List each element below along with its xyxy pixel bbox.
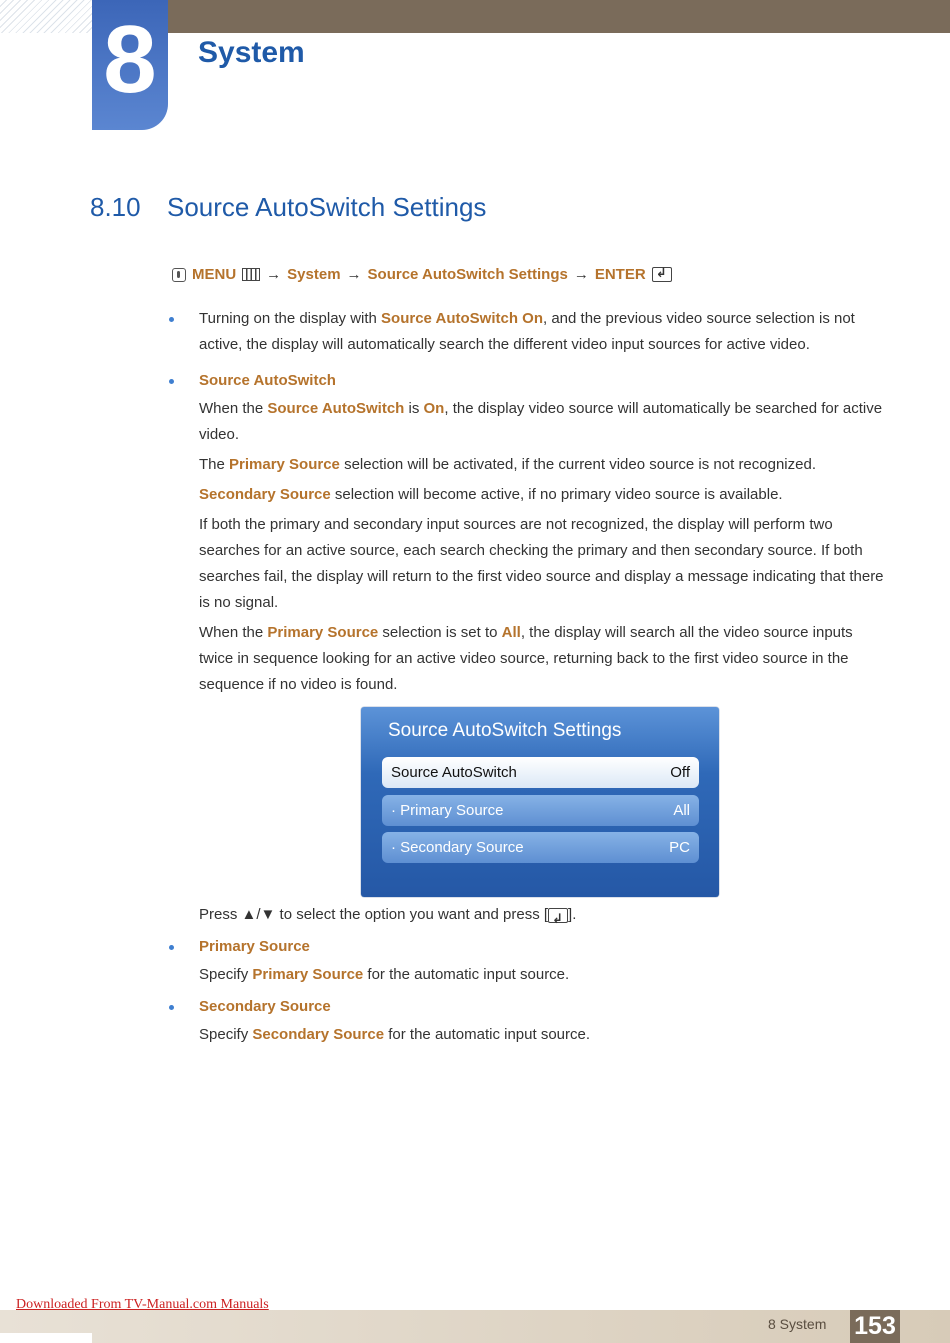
osd-row-value: Off [670,764,690,781]
text: for the automatic input source. [384,1026,591,1043]
autoswitch-p1 [199,396,889,448]
autoswitch-heading: Source AutoSwitch [199,368,889,394]
press-note [199,902,889,928]
menu-path-arrow-3: → [573,266,589,283]
text: When the [199,624,268,641]
section-number: 8.10 [90,192,141,222]
menu-path-settings: Source AutoSwitch Settings [367,266,568,283]
remote-hand-icon [172,268,186,282]
osd-row-label: Source AutoSwitch [391,764,517,781]
text: , the display video source will automatically be searched for active video. [199,400,883,443]
chapter-number-badge: 8 [92,0,168,130]
osd-row-value: All [673,802,690,819]
intro-highlight: Source AutoSwitch On [381,310,543,327]
highlight: Primary Source [252,966,364,983]
menu-path-arrow-2: → [346,266,362,283]
menu-grid-icon [242,268,260,281]
text: for the automatic input source. [363,966,570,983]
text: The [199,456,230,473]
header-bar [168,0,950,33]
menu-path-arrow-1: → [266,266,282,283]
osd-title: Source AutoSwitch Settings [388,720,622,741]
highlight: Secondary Source [252,1026,385,1043]
intro-text-after: , and the previous video source selection is not active, the display will automatically search the different video input sources for active video. [199,310,855,353]
text: is [404,400,424,417]
page-number: 153 [850,1310,900,1343]
menu-path [172,266,672,283]
header-hatch-decoration [0,0,92,33]
primary-desc [199,962,889,988]
text: selection will be activated, if the current video source is not recognized. [339,456,816,473]
footer-chapter-label: 8 System [768,1316,827,1332]
osd-row-label: · Secondary Source [391,839,524,856]
text: When the [199,400,268,417]
text: ]. [568,906,577,923]
secondary-heading: Secondary Source [199,994,889,1020]
section-title-text: Source AutoSwitch Settings [167,192,487,222]
autoswitch-p5 [199,620,889,698]
content-body [199,306,889,702]
text: Specify [199,966,253,983]
text: Press ▲/▼ to select the option you want and press [ [199,906,549,923]
autoswitch-p2 [199,452,889,478]
content-body-lower [199,902,889,1052]
osd-row-secondary-source[interactable] [382,832,699,863]
highlight: Source AutoSwitch [267,400,405,417]
text: , the display will search all the video source inputs twice in sequence looking for an active video source, returning back to the first video source in the sequence if no video is found. [199,624,853,693]
chapter-title: System [198,36,305,69]
secondary-desc [199,1022,889,1048]
menu-path-system: System [287,266,341,283]
highlight: Secondary Source [199,486,331,503]
enter-icon [548,908,568,923]
text: selection is set to [378,624,502,641]
autoswitch-p4: If both the primary and secondary input sources are not recognized, the display will perform two searches for an active source, each search checking the primary and then secondary source. If both searches fail, the display will return to the first video source and display a message indicating that there is no signal. [199,516,884,611]
intro-text: Turning on the display with [199,310,382,327]
osd-row-value: PC [669,839,690,856]
menu-path-menu: MENU [192,266,237,283]
enter-icon [652,267,672,282]
section-title [90,192,486,223]
highlight: All [501,624,521,641]
highlight: Primary Source [229,456,340,473]
menu-path-enter: ENTER [594,266,646,283]
text: selection will become active, if no primary video source is available. [330,486,783,503]
osd-row-source-autoswitch[interactable] [382,757,699,788]
autoswitch-p3 [199,482,889,508]
osd-row-primary-source[interactable] [382,795,699,826]
intro-paragraph [199,306,889,358]
text: Specify [199,1026,253,1043]
footer-gap [0,1333,92,1343]
osd-settings-panel [361,707,719,897]
primary-heading: Primary Source [199,934,889,960]
download-source-link[interactable]: Downloaded From TV-Manual.com Manuals [16,1297,269,1312]
highlight: On [423,400,445,417]
highlight: Primary Source [267,624,379,641]
osd-row-label: · Primary Source [391,802,504,819]
